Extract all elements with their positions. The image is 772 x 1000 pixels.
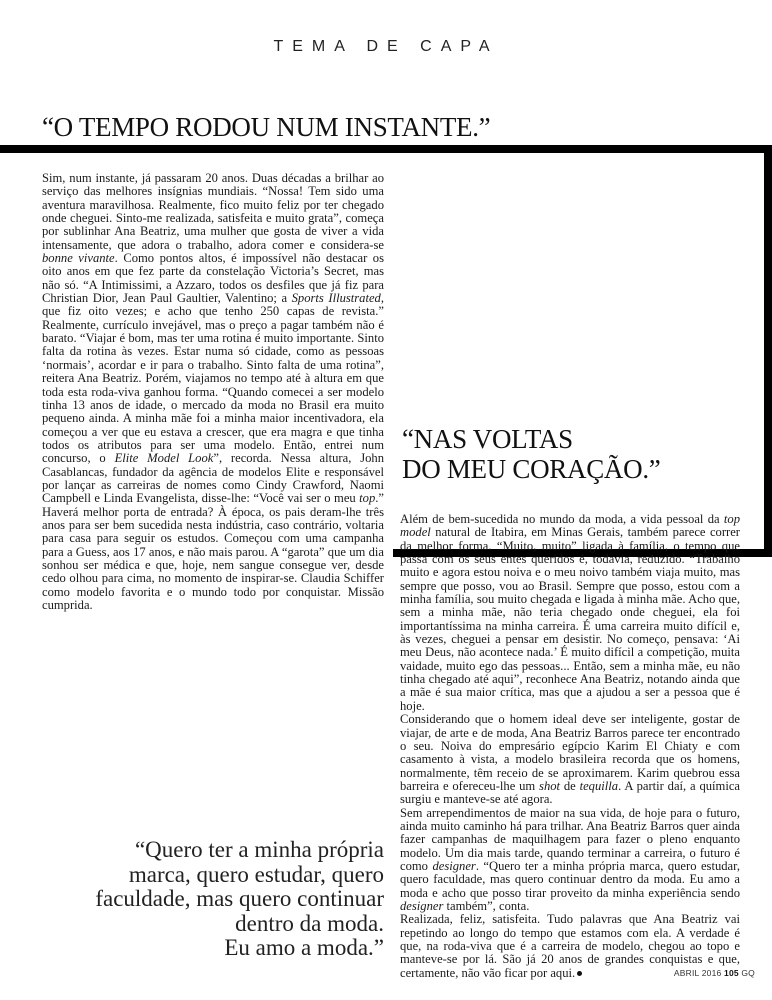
pull-quote-line: Eu amo a moda.” bbox=[224, 935, 384, 960]
page-folio bbox=[674, 968, 755, 978]
text-run: Sim, num instante, já passaram 20 anos. Duas décadas a brilhar ao serviço das melhores insígnias mundiais. “Nossa! Tem sido uma aventura maravilhosa. Realmente, fico muito feliz por ter chegado onde cheguei. Sinto-me realizada, satisfeita e muito grata”, começa por sublinhar Ana Beatriz, uma mulher que gosta de viver a vida intensamente, que adora o trabalho, adora comer e considera-se bbox=[42, 171, 384, 252]
italic-text-run: designer bbox=[400, 898, 444, 913]
pull-quote-line: dentro da moda. bbox=[235, 910, 384, 936]
subhead-line: DO MEU CORAÇÃO.” bbox=[402, 454, 661, 484]
italic-text-run: tequilla bbox=[579, 778, 619, 793]
folio-month: ABRIL 2016 bbox=[673, 968, 722, 978]
text-run: . Como pontos altos, é impossível não destacar os oito anos em que fez parte da constelação Victoria’s Secret, mas não só. “A Intimissimi, a Azzaro, todos os desfiles que já fiz para Christian Dior, Jean Paul Gaultier, Valentino; a bbox=[42, 251, 384, 306]
text-run: . “Quero ter a minha própria marca, quero estudar, quero faculdade, mas quero continuar dentro da moda. Eu amo a moda e acho que posso tirar proveito da minha experiência sendo bbox=[400, 858, 740, 900]
italic-text-run: shot bbox=[539, 778, 561, 793]
pull-quote-line: marca, quero estudar, quero bbox=[128, 861, 384, 887]
italic-text-run: top model bbox=[400, 512, 740, 540]
text-run: , que fiz oito vezes; e acho que tenho 250 capas de revista.” Realmente, currículo invejável, mas o preço a pagar também não é barato. “Viajar é bom, mas ter uma rotina é muito importante. Sinto falta da rotina às vezes. Estar numa só cidade, como as pessoas ‘normais’, acordar e ir para o trabalho. Sinto falta de uma rotina”, reitera Ana Beatriz. Porém, viajamos no tempo até à altura em que toda esta roda-viva ganhou forma. “Quando comecei a ser modelo tinha 13 anos de idade, o mercado da moda no Brasil era muito pequeno ainda. A minha mãe foi a minha maior incentivadora, ela começou a ver que eu estava a crescer, que era magra e que tinha todos os atributos para ser uma modelo. Então, entrei num concurso, o bbox=[42, 291, 385, 466]
magazine-name: GQ bbox=[741, 968, 755, 978]
text-run: Realizada, feliz, satisfeita. Tudo palavras que Ana Beatriz vai repetindo ao longo do tempo que estamos com ela. A verdade é que, na roda-viva que é a carreira de modelo, chegou ao topo e manteve-se por lá. São já 20 anos de grandes conquistas e que, certamente, não vão ficar por aqui. bbox=[400, 912, 740, 980]
right-article-column bbox=[400, 513, 740, 980]
frame-rule-right bbox=[764, 145, 772, 557]
article-paragraph bbox=[400, 513, 740, 713]
italic-text-run: designer bbox=[432, 858, 476, 873]
left-article-column bbox=[42, 172, 384, 612]
pull-quote bbox=[50, 838, 384, 961]
frame-rule-top bbox=[0, 145, 772, 153]
headline: “O TEMPO RODOU NUM INSTANTE.” bbox=[42, 112, 491, 142]
text-run: . A partir daí, a química surgiu e manteve-se até agora. bbox=[400, 778, 741, 807]
article-paragraph bbox=[400, 713, 740, 806]
subhead-line: “NAS VOLTAS bbox=[402, 424, 573, 454]
italic-text-run: Elite Model Look bbox=[114, 451, 214, 466]
text-run: .” Haverá melhor porta de entrada? À época, os pais deram-lhe três anos para ser bem sucedida nesta indústria, caso contrário, voltaria para casa para seguir os estudos. Começou com uma campanha para a Guess, aos 17 anos, e não mais parou. A “garota” que um dia sonhou ser médica e que, hoje, nem sangue consegue ver, desde cedo olhou para cima, no momento de inspirar-se. Claudia Schiffer como modelo favorita e o mundo todo por conquistar. Missão cumprida. bbox=[42, 491, 384, 612]
article-paragraph bbox=[42, 172, 384, 612]
italic-text-run: bonne vivante bbox=[42, 251, 115, 266]
end-of-article-mark bbox=[577, 971, 582, 976]
text-run: de bbox=[560, 778, 580, 793]
text-run: Além de bem-sucedida no mundo da moda, a vida pessoal da bbox=[400, 512, 724, 526]
text-run: natural de Itabira, em Minas Gerais, também parece correr da melhor forma. “Muito, muito” ligada à família, o tempo que passa com os seus entes queridos é, todavia, reduzido. “Trabalho muito e agora estou noiva e o meu noivo também viaja muito, mas sempre que posso, vou ao Brasil. Sempre que posso, estou com a minha família, sou muito chegada e ligada à minha mãe. Acho que, sem a minha mãe, não teria chegado onde cheguei, ela foi importantíssima na minha carreira. É uma carreira muito difícil e, às vezes, cheguei a pensar em desistir. No começo, pensava: ‘Ai meu Deus, não acontece nada.’ É muito difícil a competição, muita vaidade, muito ego das pessoas... Então, sem a minha mãe, eu não tinha chegado até aqui”, reconhece Ana Beatriz, notando ainda que a mãe é sua maior crítica, mas que a ajudou a ser a pessoa que é hoje. bbox=[400, 525, 740, 713]
text-run: Sem arrependimentos de maior na sua vida, de hoje para o futuro, ainda muito caminho há para trilhar. Ana Beatriz Barros quer ainda fazer campanhas de maquilhagem para fazer o pleno enquanto modelo. Um dia mais tarde, quando terminar a carreira, o futuro é como bbox=[400, 805, 740, 873]
text-run: ”, recorda. Nessa altura, John Casablancas, fundador da agência de modelos Elite e responsável por lançar as carreiras de nomes como Cindy Crawford, Naomi Campbell e Linda Evangelista, disse-lhe: “Você vai ser o meu bbox=[42, 451, 384, 506]
text-run: Considerando que o homem ideal deve ser inteligente, gostar de viajar, de arte e de moda, Ana Beatriz Barros parece ter encontrado o seu. Noiva do empresário egípcio Karim El Chiaty e com casamento à vista, a modelo brasileira recorda que os homens, normalmente, têm receio de se aproximarem. Karim quebrou essa barreira e ofereceu-lhe um bbox=[400, 712, 740, 793]
pull-quote-line: faculdade, mas quero continuar bbox=[95, 886, 384, 911]
pull-quote-line: “Quero ter a minha própria bbox=[134, 837, 384, 862]
text-run: também”, conta. bbox=[443, 898, 530, 913]
article-paragraph bbox=[400, 807, 740, 914]
page-number: 105 bbox=[724, 968, 739, 978]
italic-text-run: Sports Illustrated bbox=[291, 291, 381, 306]
subhead bbox=[402, 424, 660, 484]
italic-text-run: top bbox=[359, 491, 376, 506]
section-label: TEMA DE CAPA bbox=[273, 38, 499, 55]
